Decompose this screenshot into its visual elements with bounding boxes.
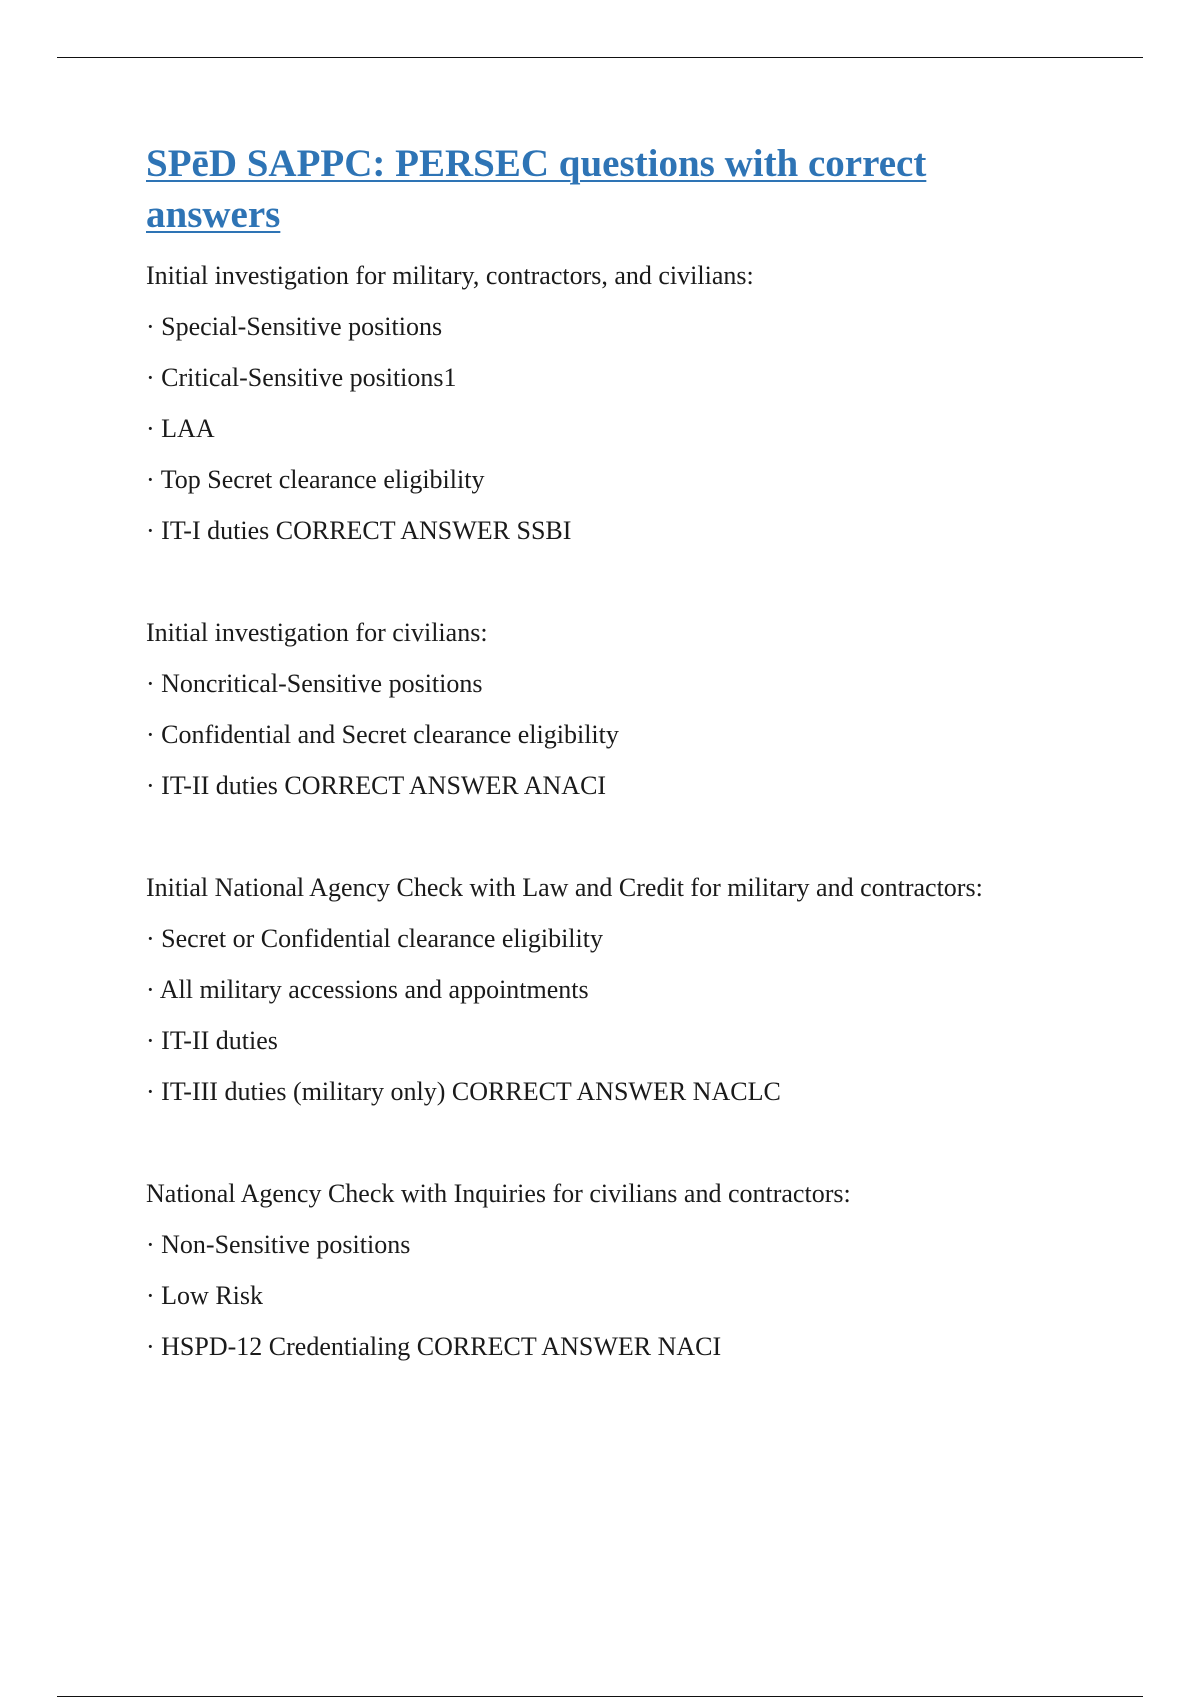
answer-item: · IT-II duties bbox=[146, 1026, 278, 1055]
answer-item: · Top Secret clearance eligibility bbox=[146, 465, 485, 494]
answer-item: · Confidential and Secret clearance eligibility bbox=[146, 720, 619, 749]
answer-item: · Non-Sensitive positions bbox=[146, 1230, 411, 1259]
document-body bbox=[146, 138, 1146, 1372]
answer-item: · HSPD-12 Credentialing CORRECT ANSWER NACI bbox=[146, 1332, 722, 1361]
document-title[interactable]: SPēD SAPPC: PERSEC questions with correct answers bbox=[146, 142, 927, 236]
answer-item: · Noncritical-Sensitive positions bbox=[146, 669, 483, 698]
answer-item: · LAA bbox=[146, 414, 215, 443]
question-text: Initial National Agency Check with Law and Credit for military and contractors: bbox=[146, 873, 983, 902]
answer-item: · Low Risk bbox=[146, 1281, 263, 1310]
answer-item: · Secret or Confidential clearance eligibility bbox=[146, 924, 603, 953]
question-text: Initial investigation for military, contractors, and civilians: bbox=[146, 261, 754, 290]
footer-rule bbox=[57, 1696, 1143, 1697]
qa-block-1 bbox=[146, 250, 1146, 556]
answer-item: · Special-Sensitive positions bbox=[146, 312, 443, 341]
question-text: National Agency Check with Inquiries for civilians and contractors: bbox=[146, 1179, 851, 1208]
qa-block-4 bbox=[146, 1168, 1146, 1372]
answer-item: · IT-III duties (military only) CORRECT ANSWER NACLC bbox=[146, 1077, 781, 1106]
answer-item: · All military accessions and appointments bbox=[146, 975, 589, 1004]
qa-block-2 bbox=[146, 607, 1146, 811]
answer-item: · Critical-Sensitive positions1 bbox=[146, 363, 457, 392]
question-text: Initial investigation for civilians: bbox=[146, 618, 488, 647]
qa-block-3 bbox=[146, 862, 1146, 1117]
answer-item: · IT-II duties CORRECT ANSWER ANACI bbox=[146, 771, 607, 800]
answer-item: · IT-I duties CORRECT ANSWER SSBI bbox=[146, 516, 572, 545]
header-rule bbox=[57, 57, 1143, 58]
